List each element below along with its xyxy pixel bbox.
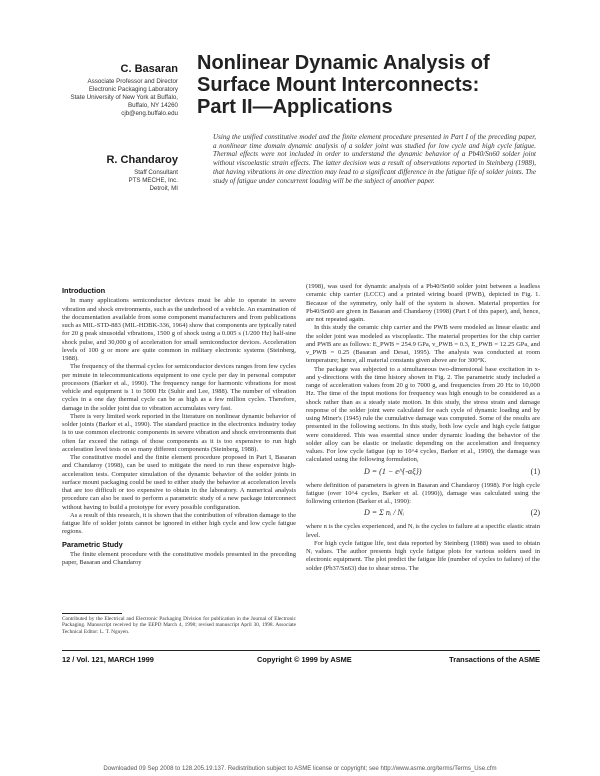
right-column bbox=[306, 283, 540, 648]
body-paragraph: The finite element procedure with the constitutive models presented in the preceding paper, Basaran and Chandaroy bbox=[62, 550, 296, 566]
author-name: C. Basaran bbox=[120, 63, 178, 75]
author-affiliation-line: PTS MECHE, Inc. bbox=[128, 177, 178, 184]
footnote-rule bbox=[62, 613, 122, 614]
body-paragraph: In many applications semiconductor devices must be able to operate in severe vibration and shock environments, such as the underhood of a vehicle. An examination of the documentation available from some component manufacturers and from publications such as MIL-STD-883 (MIL-HDBK-336, 1964) show that components are typically rated for 20 g peak sinusoidal vibrations, 1500 g of shock using a 0.005 s (1/200 Hz) half-sine shock pulse, and 30,000 g of acceleration for small semiconductor devices. Acceleration levels of 100 g or more are quite common in military electronic systems (Steinberg, 1988). bbox=[62, 297, 296, 362]
body-paragraph: The frequency of the thermal cycles for semiconductor devices ranges from few cycles per minute in telecommunications equipment to one cycle per day in personal computer processors (Barker et al., 1990). The frequency range for harmonic vibrations for most vehicle and equipment is 1 to 5000 Hz (Suhir and Lee, 1988). The number of vibration cycles in a one day thermal cycle can be as high as a few million cycles. Therefore, damage in the solder joint due to vibration accumulates very fast. bbox=[62, 363, 296, 412]
body-paragraph: In this study the ceramic chip carrier and the PWB were modeled as linear elastic and the solder joint was modeled as viscoplastic. The material properties for the chip carrier and PWB are as follows: E_PWB = 254.9 GPa, v_PWB = 0.3, E_PWB = 12.25 GPa, and v_PWB = 0.25 (Basaran and Desai, 1995). The analysis was conducted at room temperature; hence, all material constants given above are for 300°K. bbox=[306, 324, 540, 365]
section-heading-introduction: Introduction bbox=[62, 287, 106, 295]
title-line: Surface Mount Interconnects: bbox=[197, 74, 480, 96]
equation-1 bbox=[306, 465, 540, 482]
author-affiliation-line: State University of New York at Buffalo, bbox=[70, 94, 178, 101]
body-paragraph: The package was subjected to a simultaneous two-dimensional base excitation in x- and y-directions with the time history shown in Fig. 2. The parametric study included a range of acceleration values from 20 g to 7000 g, and frequencies from 20 Hz to 10,000 Hz. The time of the input motions for frequency was high enough to be considered as a shock rather than as a steady state motion. In this study, the stress strain and damage response of the solder joint were calculated for each cycle of dynamic loading and by using Miner's (1945) rule the cumulative damage was computed. Some of the results are presented in the following sections. In this study, both low cycle and high cycle fatigue were considered. This was essential since under dynamic loading the behavior of the solder alloy can be elastic or inelastic depending on the acceleration and frequency values. For low cycle fatigue (up to 10^4 cycles, Barker et al., 1990), the damage was calculated using the following formulation, bbox=[306, 365, 540, 464]
body-paragraph: where definition of parameters is given in Basaran and Chandaroy (1998). For high cycle fatigue (over 10^4 cycles, Barker et al. (1990)), damage was calculated using the following criterion (Barker et al., 1990): bbox=[306, 481, 540, 505]
footer-journal-volume: 12 / Vol. 121, MARCH 1999 bbox=[62, 655, 154, 664]
author-block-1 bbox=[70, 63, 178, 118]
equation-expression: D = Σ nᵢ / Nᵢ bbox=[364, 508, 405, 518]
equation-number: (1) bbox=[530, 466, 540, 476]
body-paragraph: For high cycle fatigue life, test data reported by Steinberg (1988) was used to obtain Nᵢ values. The author presents high cycle fatigue plots for various solders used in electronic equipment. The plot predict the fatigue life (number of cycles to failure) of the solder (Pb37/Sn63) due to shear stress. The bbox=[306, 539, 540, 572]
author-name: R. Chandaroy bbox=[106, 154, 178, 166]
title-line: Nonlinear Dynamic Analysis of bbox=[197, 52, 490, 74]
author-block-2 bbox=[70, 154, 178, 193]
section-heading-parametric-study: Parametric Study bbox=[62, 539, 123, 549]
body-paragraph: As a result of this research, it is shown that the contribution of vibration damage to the fatigue life of solder joints cannot be ignored in either high cycle and low cycle fatigue regions. bbox=[62, 511, 296, 536]
author-email[interactable]: cjb@eng.buffalo.edu bbox=[121, 110, 178, 117]
title-line: Part II—Applications bbox=[197, 96, 393, 118]
footer-journal-name: Transactions of the ASME bbox=[449, 655, 540, 664]
paper-title bbox=[197, 52, 537, 118]
footer-copyright: Copyright © 1999 by ASME bbox=[257, 655, 352, 664]
equation-2 bbox=[306, 506, 540, 523]
author-affiliation-line: Detroit, MI bbox=[149, 185, 178, 192]
body-paragraph: (1998), was used for dynamic analysis of a Pb40/Sn60 solder joint between a leadless ceramic chip carrier (LCCC) and a printed wiring board (PWB), depicted in Fig. 1. Because of the symmetry, only half of the system is shown. Material properties for Pb40/Sn60 are given in Basaran and Chandaroy (1998) (Part I of this paper), and, hence, are not repeated again. bbox=[306, 283, 540, 323]
equation-number: (2) bbox=[530, 508, 540, 518]
equation-expression: D = (1 − e^{-αξ}) bbox=[364, 466, 422, 476]
footer-rule bbox=[62, 650, 540, 651]
author-affiliation-line: Buffalo, NY 14260 bbox=[128, 102, 178, 109]
body-paragraph: The constitutive model and the finite element procedure proposed in Part I, Basaran and Chandaroy (1998), can be used to mitigate the need to run these expensive high-acceleration tests. Computer simulation of the dynamic behavior of the solder joints in surface mount packaging could be used to either study the behavior at acceleration levels that are too difficult or too expensive to obtain in the laboratory. A numerical analysis procedure can also be used to perform a parametric study of a new package interconnect without having to build a prototype for every possible configuration. bbox=[62, 454, 296, 511]
body-paragraph: There is very limited work reported in the literature on nonlinear dynamic behavior of solder joints (Barker et al., 1990). The standard practice in the electronics industry today is to use common electronic components in severe vibration and shock environments that often far exceed the ratings of those components as it is too expensive to run high acceleration level tests on so many different components (Steinberg, 1988). bbox=[62, 412, 296, 453]
abstract: Using the unified constitutive model and the finite element procedure presented in Part I of the preceding paper, a nonlinear time domain dynamic analysis of a solder joint was studied for low cycle and high cycle fatigue. Thermal effects were not included in order to understand the dynamic behavior of a Pb40/Sn60 solder joint without viscoelastic strain effects. The latter decision was a result of observations reported in Steinberg (1988), that having vibrations in one direction may lead to a significant difference in the fatigue life of solder joints. The study of fatigue under concurrent loading will be the subject of another paper. bbox=[213, 133, 536, 185]
author-affiliation-line: Electronic Packaging Laboratory bbox=[88, 86, 178, 93]
author-affiliation-line: Staff Consultant bbox=[134, 169, 178, 176]
download-notice[interactable]: Downloaded 09 Sep 2008 to 128.205.19.137. Redistribution subject to ASME license or copyright; see http://www.asme.org/terms/Terms_Use.cfm bbox=[103, 765, 497, 772]
author-affiliation-line: Associate Professor and Director bbox=[87, 78, 178, 85]
footnote: Contributed by the Electrical and Electronic Packaging Division for publication in the Journal of Electronic Packaging. Manuscript received by the EEPD March 4, 1998; revised manuscript April 30, 1998. Associate Technical Editor: L. T. Nguyen. bbox=[62, 616, 296, 635]
left-column bbox=[62, 287, 296, 611]
body-paragraph: where n is the cycles experienced, and Nᵢ is the cycles to failure at a specific elastic strain level. bbox=[306, 523, 540, 539]
